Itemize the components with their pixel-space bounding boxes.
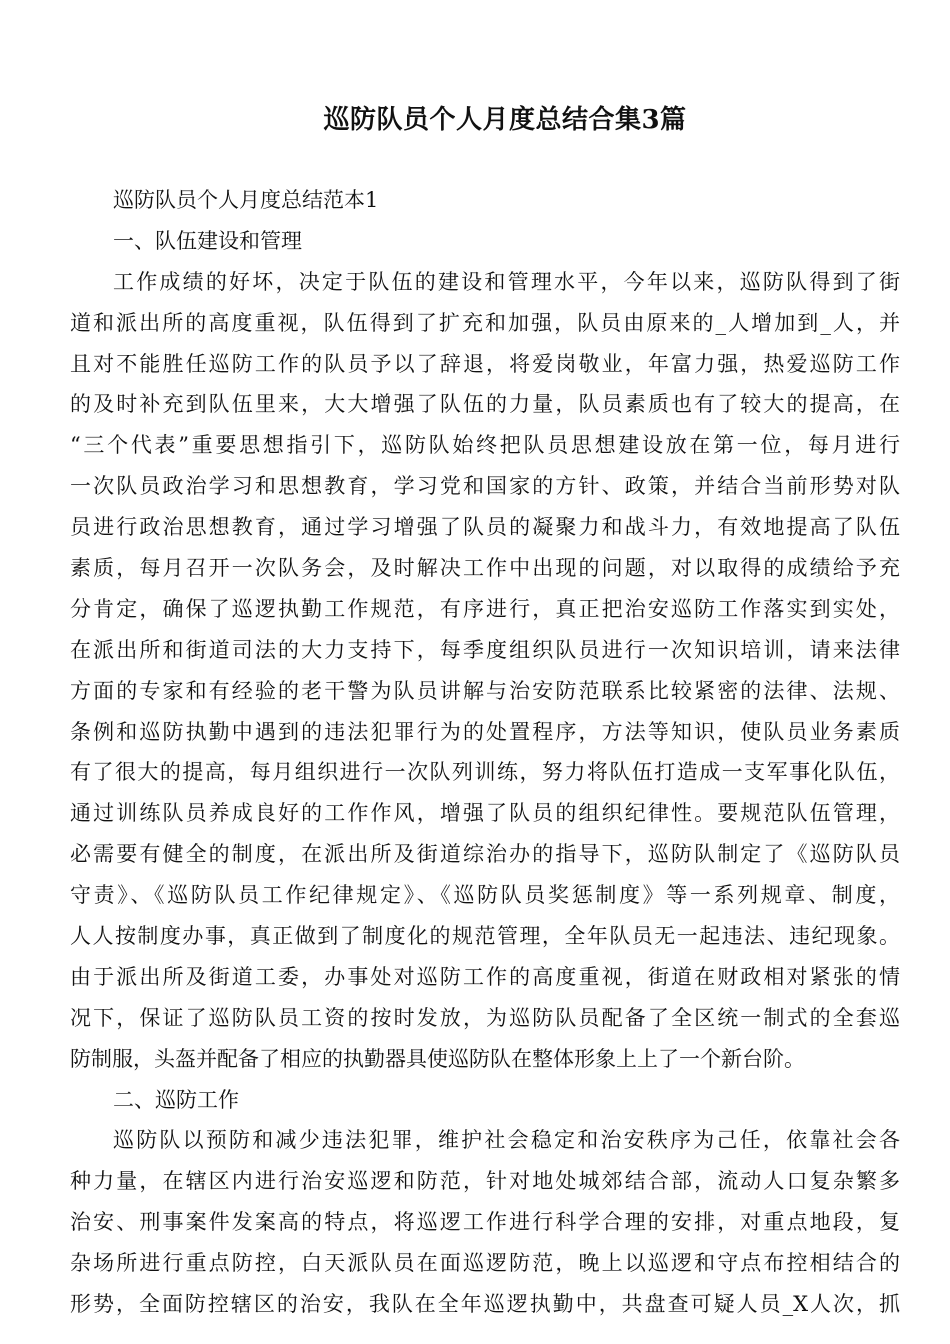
text-line: 通过训练队员养成良好的工作作风，增强了队员的组织纪律性。要规范队伍管理， [70,801,900,826]
text-line: 守责》、《巡防队员工作纪律规定》、《巡防队员奖惩制度》等一系列规章、制度， [70,883,900,908]
document-body [70,180,900,1325]
text-line: 防制服，头盔并配备了相应的执勤器具使巡防队在整体形象上上了一个新台阶。 [70,1046,805,1071]
text-line: 由于派出所及街道工委，办事处对巡防工作的高度重视，街道在财政相对紧张的情 [70,964,900,989]
text-line: 治安、刑事案件发案高的特点，将巡逻工作进行科学合理的安排，对重点地段，复 [70,1210,900,1235]
text-line: 二、巡防工作 [113,1087,239,1112]
text-line: 巡防队以预防和减少违法犯罪，维护社会稳定和治安秩序为己任，依靠社会各 [113,1128,900,1153]
text-line: 分肯定，确保了巡逻执勤工作规范，有序进行，真正把治安巡防工作落实到实处， [70,596,900,621]
text-line: 道和派出所的高度重视，队伍得到了扩充和加强，队员由原来的_人增加到_人，并 [70,310,900,335]
text-line: 一次队员政治学习和思想教育，学习党和国家的方针、政策，并结合当前形势对队 [70,474,900,499]
document-title: 巡防队员个人月度总结合集3篇 [323,105,687,135]
text-line: 巡防队员个人月度总结范本1 [113,188,379,212]
text-line: “三个代表”重要思想指引下，巡防队始终把队员思想建设放在第一位，每月进行 [70,433,900,458]
text-line: 素质，每月召开一次队务会，及时解决工作中出现的问题，对以取得的成绩给予充 [70,556,900,581]
text-line: 必需要有健全的制度，在派出所及街道综治办的指导下，巡防队制定了《巡防队员 [70,842,900,867]
text-line: 条例和巡防执勤中遇到的违法犯罪行为的处置程序，方法等知识，使队员业务素质 [70,719,900,744]
text-line: 有了很大的提高，每月组织进行一次队列训练，努力将队伍打造成一支军事化队伍， [70,760,900,785]
text-line: 员进行政治思想教育，通过学习增强了队员的凝聚力和战斗力，有效地提高了队伍 [70,515,900,540]
text-line: 杂场所进行重点防控，白天派队员在面巡逻防范，晚上以巡逻和守点布控相结合的 [70,1251,900,1276]
text-line: 一、队伍建设和管理 [113,228,302,253]
text-line: 人人按制度办事，真正做到了制度化的规范管理，全年队员无一起违法、违纪现象。 [70,924,900,949]
text-line: 形势，全面防控辖区的治安，我队在全年巡逻执勤中，共盘查可疑人员_X人次，抓 [70,1292,900,1317]
text-line: 工作成绩的好坏，决定于队伍的建设和管理水平，今年以来，巡防队得到了街 [113,269,900,294]
text-line: 方面的专家和有经验的老干警为队员讲解与治安防范联系比较紧密的法律、法规、 [70,678,900,703]
text-line: 的及时补充到队伍里来，大大增强了队伍的力量，队员素质也有了较大的提高，在 [70,392,900,417]
text-line: 且对不能胜任巡防工作的队员予以了辞退，将爱岗敬业，年富力强，热爱巡防工作 [70,351,900,376]
text-line: 况下，保证了巡防队员工资的按时发放，为巡防队员配备了全区统一制式的全套巡 [70,1005,900,1030]
text-line: 在派出所和街道司法的大力支持下，每季度组织队员进行一次知识培训，请来法律 [70,637,900,662]
text-line: 种力量，在辖区内进行治安巡逻和防范，针对地处城郊结合部，流动人口复杂繁多 [70,1169,900,1194]
